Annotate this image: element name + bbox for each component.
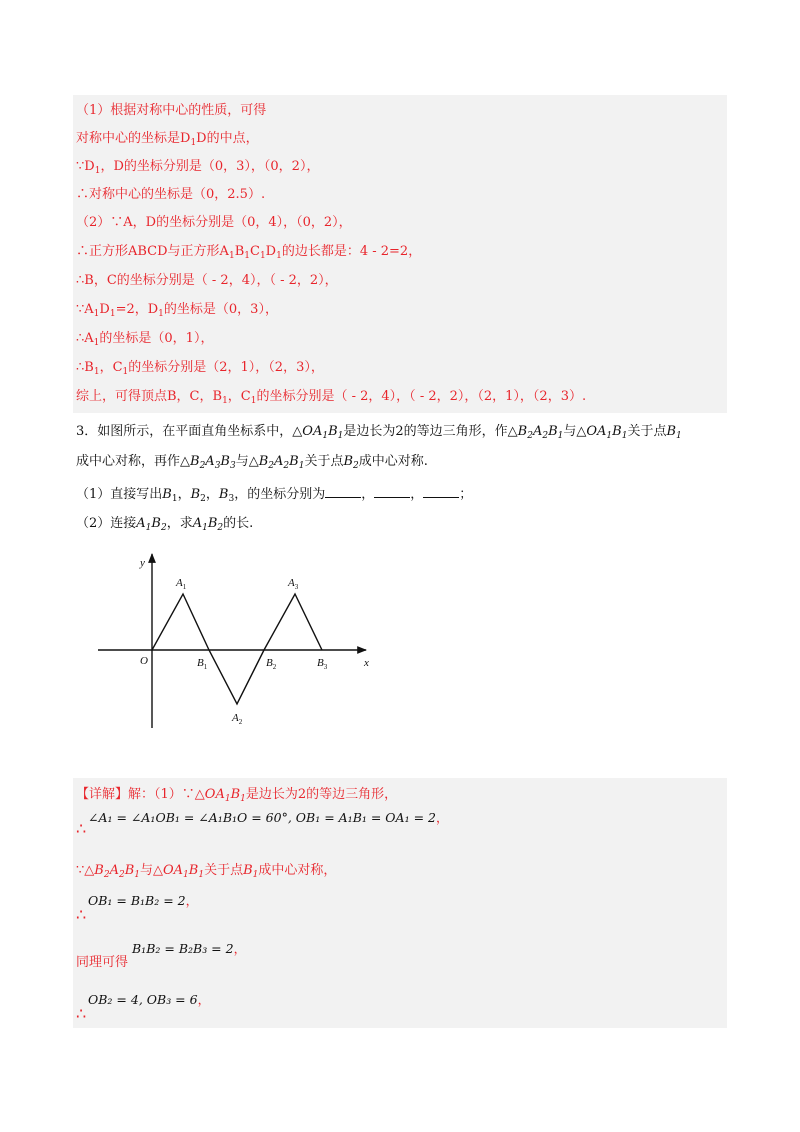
question-3-part-2: （2）连接$A_1B_2$，求$A_1B_2$的长.: [76, 516, 254, 533]
sol1-line-9: $\therefore A_1$的坐标是（0，1），: [76, 331, 214, 348]
sol1-line-4: ∴对称中心的坐标是（0，2.5）.: [76, 187, 266, 202]
point-A1-label: $A_1$: [176, 577, 187, 591]
point-B2-label: $B_2$: [266, 657, 277, 671]
therefore-symbol-3: ∴: [76, 1004, 87, 1023]
point-A3-label: $A_3$: [288, 577, 299, 591]
formula-ob2-ob3: OB₂ = 4, OB₃ = 6，: [88, 992, 211, 1007]
formula-angles: ∠A₁ = ∠A₁OB₁ = ∠A₁B₁O = 60°, OB₁ = A₁B₁ = OA₁ = 2，: [88, 810, 449, 825]
origin-label: O: [140, 655, 148, 667]
question-3-part-1: （1）直接写出$B_1$，$B_2$，$B_3$，的坐标分别为 ， ， ；: [76, 487, 473, 504]
answer-blank-3[interactable]: [423, 485, 459, 498]
sol1-line-1: （1）根据对称中心的性质，可得: [76, 103, 267, 118]
therefore-symbol-1: ∴: [76, 819, 87, 838]
sol2-line-3: $\because\triangle B_2A_2B_1$与$\triangle OA_1B_1$关于点$B_1$成中心对称，: [76, 863, 337, 880]
point-B3-label: $B_3$: [317, 657, 328, 671]
sol1-line-6: ∴正方形ABCD与正方形$A_1B_1C_1D_1$的边长都是：4 - 2=2，: [76, 244, 422, 261]
sol1-line-7: ∴B，C的坐标分别是（ - 2，4），（ - 2，2），: [76, 273, 338, 288]
sol2-line-1: 【详解】解：$(1)\because\triangle OA_1B_1$是边长为2的等边三角形，: [76, 787, 398, 804]
sol1-line-5: （2）∵A，D的坐标分别是（0，4），（0，2），: [76, 215, 352, 230]
x-axis-label: x: [364, 657, 369, 669]
sol1-line-3: $\because D_1$，D的坐标分别是（0，3），（0，2），: [76, 159, 320, 176]
question-3-line-1: 3．如图所示，在平面直角坐标系中，$\triangle OA_1B_1$是边长为2的等边三角形，作$\triangle B_2A_2B_1$与$\triangle OA_1B_1$关于点$B_1$: [76, 424, 682, 441]
point-A2-label: $A_2$: [232, 712, 243, 726]
answer-blank-1[interactable]: [325, 485, 361, 498]
coordinate-figure: [90, 550, 390, 735]
sol1-line-10: $\therefore B_1$，$C_1$的坐标分别是（2，1），（2，3），: [76, 360, 324, 377]
zigzag-triangles: [152, 594, 322, 704]
answer-blank-2[interactable]: [374, 485, 410, 498]
sol1-line-8: $\because A_1D_1=2$，$D_1$的坐标是（0，3），: [76, 302, 278, 319]
therefore-symbol-2: ∴: [76, 905, 87, 924]
point-B1-label: $B_1$: [197, 657, 208, 671]
formula-ob1: OB₁ = B₁B₂ = 2，: [88, 893, 199, 908]
question-3-line-2: 成中心对称，再作$\triangle B_2A_3B_3$与$\triangle B_2A_2B_1$关于点$B_2$成中心对称.: [76, 454, 428, 471]
sol1-line-2: 对称中心的坐标是$D_1D$的中点，: [76, 131, 259, 148]
sol1-line-11: 综上，可得顶点B，C，$B_1$，$C_1$的坐标分别是（ - 2，4），（ - 2，2），（2，1），（2，3）.: [76, 389, 587, 406]
same-reason-label: 同理可得: [76, 955, 129, 970]
formula-b1b2: B₁B₂ = B₂B₃ = 2，: [132, 941, 247, 956]
y-axis-label: y: [140, 557, 145, 569]
